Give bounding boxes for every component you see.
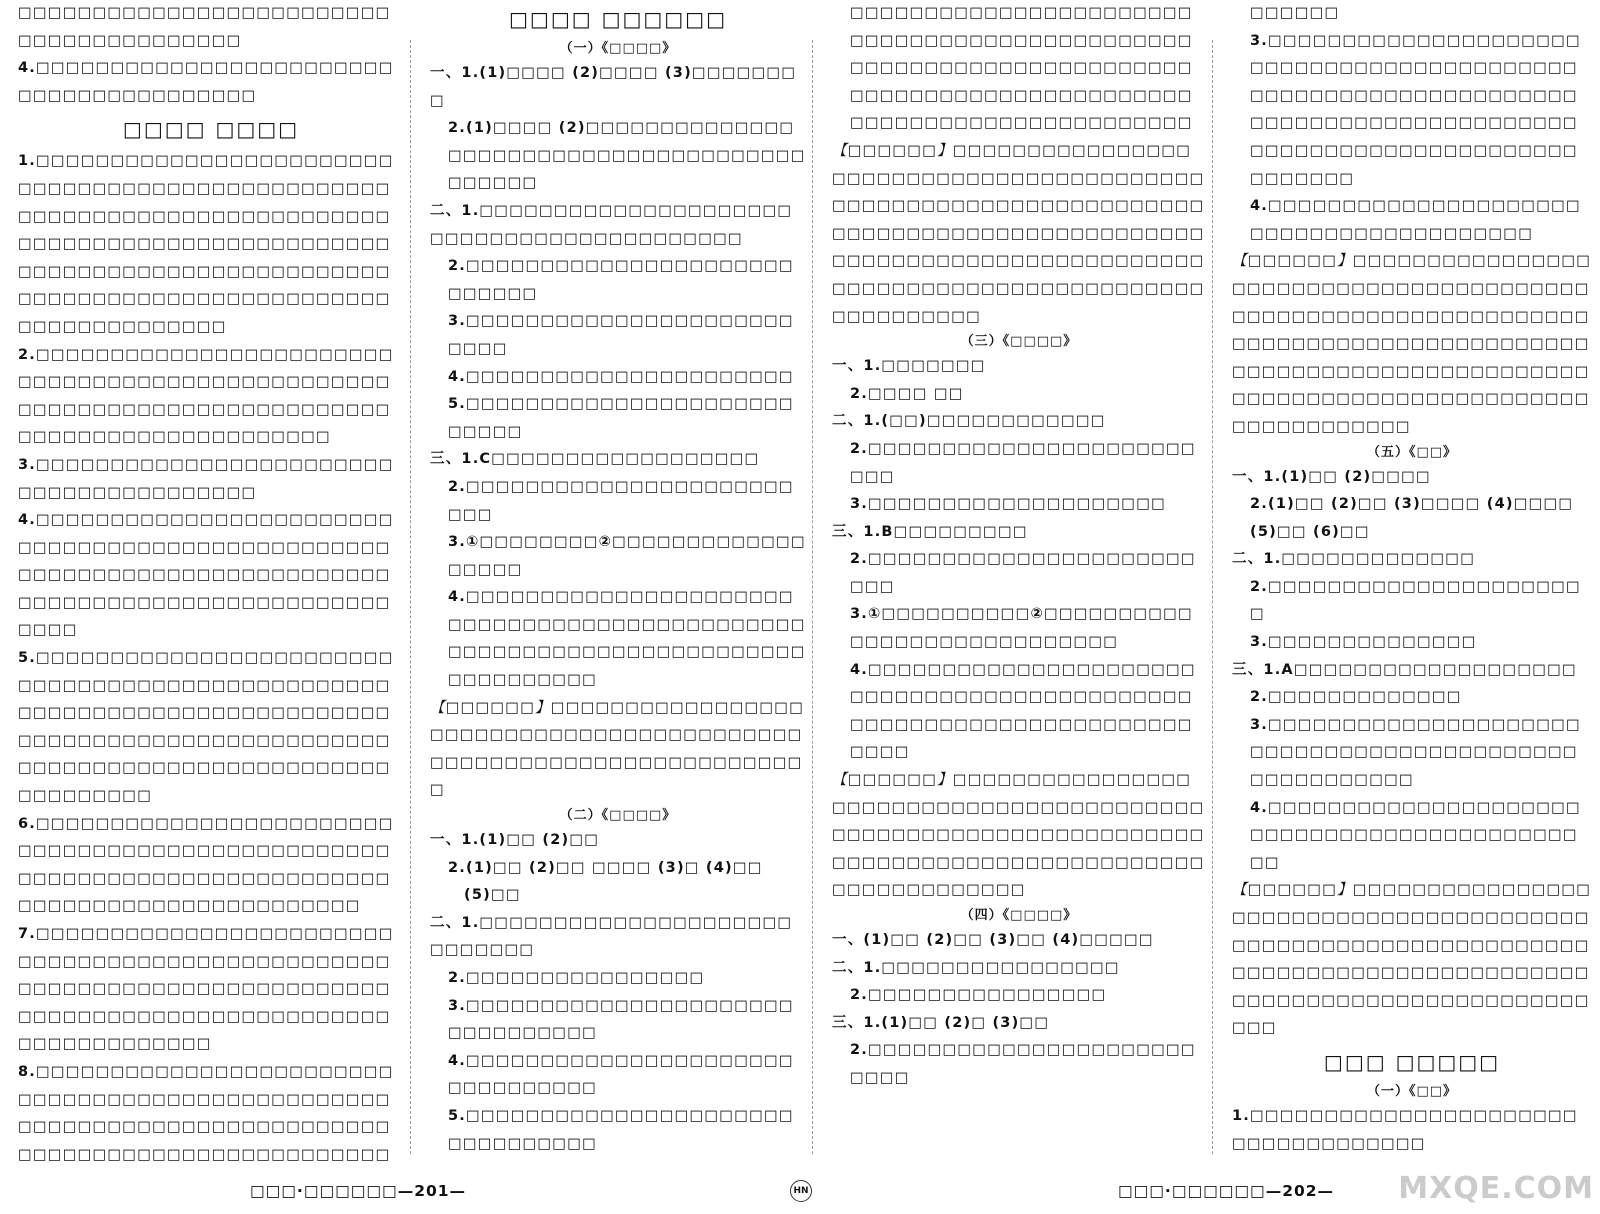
column-3 [814,0,1214,1162]
answer-paragraph: 8.□□□□□□□□□□□□□□□□□□□□□□□□□□□□□□□□□□□□□□□□□□□□□□□□□□□□□□□□□□□□□□□□□□□□□□□□□□□□□□□□□□□□□□□□□□□□□□□□□□□ [18,1063,394,1162]
answer-paragraph: 2.□□□□□□□□□□□□□□□□□□□□□□ [1250,578,1581,623]
section-title: □□□ □□□□□ [1323,1049,1501,1074]
answer-paragraph: 5.□□□□□□□□□□□□□□□□□□□□□□□□□□□□□□□□ [448,1107,794,1152]
answer-paragraph: 4.□□□□□□□□□□□□□□□□□□□□□□□□□□□□□□□□□□□□□□□□□□□□□□□□□□□□□□□□□□□□□□□□□□□□□□□□ [850,661,1196,761]
answer-paragraph: 3.□□□□□□□□□□□□□□□□□□□□□□□□□□□□□□□□□□□□□□□□ [18,456,394,501]
page-footer-right: □□□·□□□□□□—202— [1118,1182,1335,1200]
answer-paragraph: (5)□□ [464,887,521,904]
subsection-title: （四）《□□□□》 [960,908,1078,923]
subsection-title: （一）《□□》 [1366,1083,1458,1099]
answer-paragraph: 2.□□□□□□□□□□□□□□□□□□□□□□□□□ [850,440,1196,485]
section-title: □□□□ □□□□□□ [509,7,727,31]
section-title: □□□□ □□□□ [122,117,300,142]
answer-paragraph: 4.□□□□□□□□□□□□□□□□□□□□□□□□□□□□□□□□□□□□□□□□□□□□□□□□□□□□□□□□□□□□□□□□□□□□□□□□□□□□□□□□ [448,589,806,689]
answer-paragraph: 2.□□□□□□□□□□□□□□□□ [850,987,1107,1004]
answer-paragraph: 一、1.(1)□□□□ (2)□□□□ (3)□□□□□□□□ [430,65,797,109]
publisher-logo-icon: HN [790,1180,812,1202]
answer-paragraph: 4.□□□□□□□□□□□□□□□□□□□□□□□□□□□□□□□□□□□□□□□□□□□□□ [1250,799,1581,871]
answer-paragraph: 【□□□□□□】□□□□□□□□□□□□□□□□□□□□□□□□□□□□□□□□□□□□□□□□□□□□□□□□□□□□□□□□□□□□□□□□□□□□□□□□□□□□□□□□□□□□□□□□□□□□□□□□□□□□□□□□□□□□□□□□□□□ [1232,882,1592,1037]
subsection-title: （三）《□□□□》 [960,334,1078,350]
answer-paragraph: 二、1.□□□□□□□□□□□□□□□□ [832,959,1120,976]
answer-paragraph: 3.□□□□□□□□□□□□□□□□□□□□□□□□□□□□□□□□□□□□□□□□□□□□□□□□□□□□□□□□□□□□□□□□□□□□□□□□□□□□□□□□□□□□□□□□□□□□□□□□□□□□□□□□□□□□□□□□□□□□ [1250,32,1581,187]
answer-paragraph: 2.(1)□□ (2)□□ (3)□□□□ (4)□□□□ (5)□□ (6)□□ [1250,496,1574,540]
answer-paragraph: 2.□□□□□□□□□□□□□□□□□□□□□□□□□ [850,551,1196,595]
column-4 [1214,0,1600,1162]
answer-paragraph: □□□□□□□□□□□□□□□□□□□□□□□□□□□□□□□□□□□□□□□□ [18,5,391,49]
answer-paragraph: 3.①□□□□□□□□②□□□□□□□□□□□□□□□□□□ [448,534,806,578]
answer-paragraph: 一、1.□□□□□□□ [832,358,986,375]
answer-paragraph: 一、1.(1)□□ (2)□□□□ [1232,468,1431,485]
answer-paragraph: 4.□□□□□□□□□□□□□□□□□□□□□□□□□□□□□□□□ [448,1052,794,1097]
answer-paragraph: 2.□□□□□□□□□□□□□□□□□□□□□□□□□□ [850,1042,1196,1086]
answer-paragraph: 2.(1)□□□□ (2)□□□□□□□□□□□□□□□□□□□□□□□□□□□□□□□□□□□□□□□□□□□□ [448,120,806,192]
answer-paragraph: 三、1.(1)□□ (2)□ (3)□□ [832,1014,1050,1031]
page-footer-left: □□□·□□□□□□—201— [250,1182,467,1200]
answer-paragraph: 2.□□□□ □□ [850,385,964,402]
answer-paragraph: 二、1.□□□□□□□□□□□□□□□□□□□□□□□□□□□□□□□□□□□□□□□□□□ [430,202,793,247]
answer-paragraph: 【□□□□□□】□□□□□□□□□□□□□□□□□□□□□□□□□□□□□□□□□□□□□□□□□□□□□□□□□□□□□□□□□□□□□□□□□□□□□□□□□□□□□□□□□□□□□□□□□□□□□□□□□□□□□□□□ [832,772,1205,899]
answer-paragraph: 二、1.□□□□□□□□□□□□□□□□□□□□□□□□□□□□ [430,914,793,959]
answer-paragraph: 4.□□□□□□□□□□□□□□□□□□□□□□□□□□□□□□□□□□□□□□□□ [1250,198,1581,242]
answer-paragraph: 三、1.A□□□□□□□□□□□□□□□□□□□ [1232,661,1577,678]
column-2 [412,0,814,1162]
column-1 [0,0,412,1162]
answer-paragraph: 3.□□□□□□□□□□□□□□□□□□□□ [850,496,1166,513]
answer-paragraph: □□□□□□ [1250,5,1340,21]
column-divider [812,40,813,1154]
answer-paragraph: 6.□□□□□□□□□□□□□□□□□□□□□□□□□□□□□□□□□□□□□□□□□□□□□□□□□□□□□□□□□□□□□□□□□□□□□□□□□□□□□□□□□□□□□□□□□□□□□□□□□ [18,815,394,915]
subsection-title: （二）《□□□□》 [559,808,677,824]
answer-paragraph: 2.(1)□□ (2)□□ □□□□ (3)□ (4)□□ [448,859,763,876]
answer-paragraph: 3.□□□□□□□□□□□□□□□□□□□□□□□□□□□□□□□□ [448,997,794,1042]
answer-paragraph: 2.□□□□□□□□□□□□□□□□ [448,970,705,986]
subsection-title: （一）《□□□□》 [559,41,677,56]
answer-paragraph: 4.□□□□□□□□□□□□□□□□□□□□□□□□□□□□□□□□□□□□□□□□□□□□□□□□□□□□□□□□□□□□□□□□□□□□□□□□□□□□□□□□□□□□□□□□□□□□□□□□□□□□□□□ [18,512,394,639]
answer-paragraph: 3.①□□□□□□□□□□②□□□□□□□□□□□□□□□□□□□□□□□□□□□□ [850,606,1193,651]
answer-paragraph: 5.□□□□□□□□□□□□□□□□□□□□□□□□□□□□□□□□□□□□□□□□□□□□□□□□□□□□□□□□□□□□□□□□□□□□□□□□□□□□□□□□□□□□□□□□□□□□□□□□□□□□□□□□□□□□□□□□□□□□□□□□□□□□□□□□□□□□□ [18,650,394,805]
answer-paragraph: 2.□□□□□□□□□□□□□□□□□□□□□□□□□□□□ [448,258,794,302]
answer-paragraph: 5.□□□□□□□□□□□□□□□□□□□□□□□□□□□ [448,396,794,440]
column-divider [410,40,411,1154]
subsection-title: （五）《□□》 [1366,444,1458,460]
answer-paragraph: 3.□□□□□□□□□□□□□□ [1250,634,1477,651]
answer-paragraph: 一、1.(1)□□ (2)□□ [430,832,600,849]
answer-paragraph: 【□□□□□□】□□□□□□□□□□□□□□□□□□□□□□□□□□□□□□□□□□□□□□□□□□□□□□□□□□□□□□□□□□□□□□□□□□□□□□□□□□□□□□□□□□□□□□□□□□□□□□□□□□□□□□□□□□□□□□□□□□□□□□□□□□□□□□□□□□□□□□□□□□□□□□□□□□□□ [1232,253,1592,435]
answer-paragraph: 二、1.□□□□□□□□□□□□□ [1232,551,1476,568]
answer-paragraph: 【□□□□□□】□□□□□□□□□□□□□□□□□□□□□□□□□□□□□□□□□□□□□□□□□□□□□□□□□□□□□□□□□□□□□□□□□□□□□□□□□□□□□□□□□□□□□□□□□□□□□□□□□□□□□□□□□□□□□□□□□□□□□□□□□□□□□□□□□□□□□□□□□□□□□□□□□□□□□□□ [832,142,1205,325]
answer-paragraph: 1.□□□□□□□□□□□□□□□□□□□□□□□□□□□□□□□□□□□□□□□□□□□□□□□□□□□□□□□□□□□□□□□□□□□□□□□□□□□□□□□□□□□□□□□□□□□□□□□□□□□□□□□□□□□□□□□□□□□□□□□□□□□□□□□□□□□□□□□□□□□□□□□□□□□□□□□□□□□□□□□□□□□ [18,153,394,335]
answer-paragraph: 2.□□□□□□□□□□□□□□□□□□□□□□□□□ [448,478,794,523]
answer-paragraph: 1.□□□□□□□□□□□□□□□□□□□□□□□□□□□□□□□□□□□ [1232,1107,1578,1152]
answer-paragraph: 二、1.(□□)□□□□□□□□□□□□ [832,413,1106,430]
answer-paragraph: 一、(1)□□ (2)□□ (3)□□ (4)□□□□□ [832,932,1154,948]
answer-paragraph: 3.□□□□□□□□□□□□□□□□□□□□□□□□□□□□□□□□□□□□□□□□□□□□□□□□□□□□□□ [1250,716,1581,789]
answer-paragraph: 7.□□□□□□□□□□□□□□□□□□□□□□□□□□□□□□□□□□□□□□□□□□□□□□□□□□□□□□□□□□□□□□□□□□□□□□□□□□□□□□□□□□□□□□□□□□□□□□□□□□□□□□□□□□□□□□□□ [18,926,394,1053]
answer-paragraph [430,1158,806,1162]
answer-paragraph: 2.□□□□□□□□□□□□□□□□□□□□□□□□□□□□□□□□□□□□□□□□□□□□□□□□□□□□□□□□□□□□□□□□□□□□□□□□□□□□□□□□□□□□□□□□□□□□□□□ [18,346,394,446]
answer-paragraph: 3.□□□□□□□□□□□□□□□□□□□□□□□□□□ [448,313,794,357]
answer-paragraph: 4.□□□□□□□□□□□□□□□□□□□□□□ [448,368,794,385]
watermark: MXQE.COM [1398,1171,1594,1206]
column-divider [1212,40,1213,1154]
answer-paragraph: 4.□□□□□□□□□□□□□□□□□□□□□□□□□□□□□□□□□□□□□□□□ [18,60,394,104]
answer-paragraph: 【□□□□□□】□□□□□□□□□□□□□□□□□□□□□□□□□□□□□□□□□□□□□□□□□□□□□□□□□□□□□□□□□□□□□□□□□□□□ [430,699,805,799]
answer-paragraph: □□□□□□□□□□□□□□□□□□□□□□□□□□□□□□□□□□□□□□□□□□□□□□□□□□□□□□□□□□□□□□□□□□□□□□□□□□□□□□□□□□□□□□□□□□□□□□□□□□□□□□□□□□□□□□□□□□□ [850,5,1193,132]
answer-paragraph: 2.□□□□□□□□□□□□□ [1250,689,1462,706]
answer-paragraph: 三、1.C□□□□□□□□□□□□□□□□□□ [430,451,760,468]
answer-paragraph: 三、1.B□□□□□□□□□ [832,523,1028,540]
